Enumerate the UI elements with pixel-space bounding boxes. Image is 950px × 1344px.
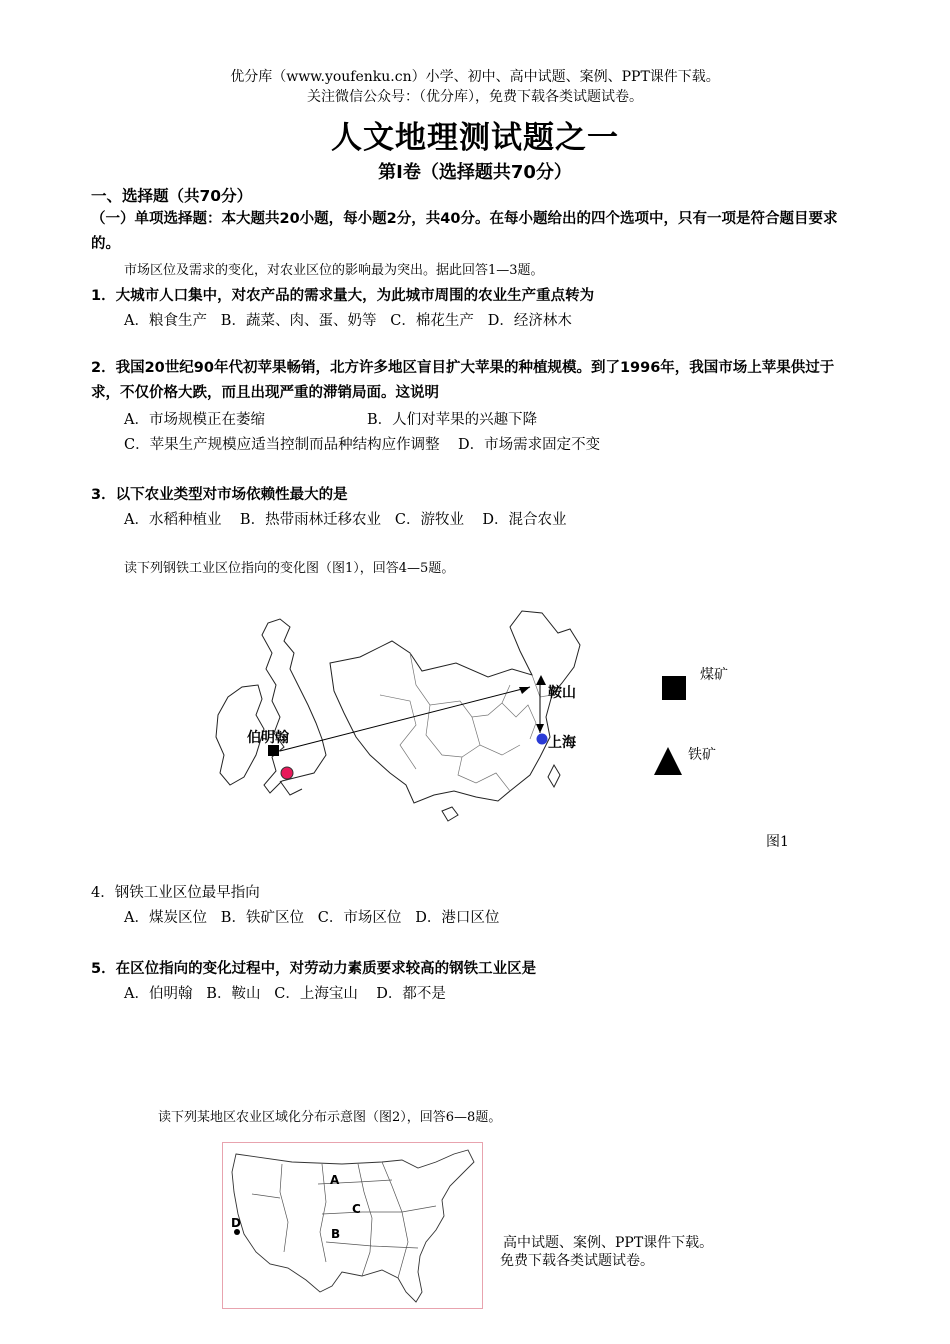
question-2-option-a: A．市场规模正在萎缩 xyxy=(124,412,265,428)
question-1-options: A．粮食生产 B．蔬菜、肉、蛋、奶等 C．棉花生产 D．经济林木 xyxy=(124,313,572,329)
intro-3: 读下列某地区农业区域化分布示意图（图2），回答6—8题。 xyxy=(158,1110,502,1125)
question-3-options: A．水稻种植业 B．热带雨林迁移农业 C．游牧业 D．混合农业 xyxy=(124,512,567,528)
legend-iron-icon xyxy=(654,747,682,775)
question-2-option-b: B．人们对苹果的兴趣下降 xyxy=(367,412,538,428)
legend-coal-icon xyxy=(662,676,686,700)
question-5-stem: 5．在区位指向的变化过程中，对劳动力素质要求较高的钢铁工业区是 xyxy=(91,961,537,977)
region-label-a: A xyxy=(330,1173,340,1187)
region-label-b: B xyxy=(331,1227,341,1241)
section-heading: 一、选择题（共70分） xyxy=(91,187,253,205)
great-britain-outline xyxy=(262,619,326,793)
figure-1-map xyxy=(210,605,810,835)
question-4-stem: 4．钢铁工业区位最早指向 xyxy=(91,885,260,901)
china-outline xyxy=(330,611,580,803)
question-1-stem: 1．大城市人口集中，对农产品的需求量大，为此城市周围的农业生产重点转为 xyxy=(91,288,595,304)
anshan-iron-marker xyxy=(536,675,546,685)
figure-1-caption: 图1 xyxy=(766,834,789,850)
label-birmingham: 伯明翰 xyxy=(247,730,289,746)
page-title: 人文地理测试题之一 xyxy=(331,120,619,156)
header-line-1: 优分库（www.youfenku.cn）小学、初中、高中试题、案例、PPT课件下载。 xyxy=(230,69,720,85)
question-3-stem: 3．以下农业类型对市场依赖性最大的是 xyxy=(91,487,348,503)
question-5-options: A．伯明翰 B．鞍山 C．上海宝山 D．都不是 xyxy=(124,986,446,1002)
shanghai-market-dot xyxy=(537,734,548,745)
question-2-stem: 2．我国20世纪90年代初苹果畅销，北方许多地区盲目扩大苹果的种植规模。到了1996年，我国市场上苹果供过于求，不仅价格大跌，而且出现严重的滞销局面。这说明 xyxy=(91,360,835,401)
label-shanghai: 上海 xyxy=(548,735,576,751)
footer-watermark-line-1: 高中试题、案例、PPT课件下载。 xyxy=(503,1235,714,1251)
figure-2-map xyxy=(222,1142,484,1310)
taiwan-outline xyxy=(548,765,560,787)
intro-1: 市场区位及需求的变化，对农业区位的影响最为突出。据此回答1—3题。 xyxy=(124,263,544,278)
header-line-2: 关注微信公众号：（优分库），免费下载各类试题试卷。 xyxy=(307,89,643,105)
section-instruction: （一）单项选择题：本大题共20小题，每小题2分，共40分。在每小题给出的四个选项中，只有一项是符合题目要求的。 xyxy=(91,211,838,252)
legend-coal-label: 煤矿 xyxy=(700,667,728,683)
intro-2: 读下列钢铁工业区位指向的变化图（图1），回答4—5题。 xyxy=(124,561,455,576)
footer-watermark-line-2: 免费下载各类试题试卷。 xyxy=(500,1253,654,1269)
question-2-options-cd: C．苹果生产规模应适当控制而品种结构应作调整 D．市场需求固定不变 xyxy=(124,437,601,453)
birmingham-market-dot xyxy=(281,767,293,779)
usa-outline xyxy=(232,1150,474,1302)
region-label-d: D xyxy=(231,1216,241,1230)
hainan-outline xyxy=(442,807,458,821)
label-anshan: 鞍山 xyxy=(548,685,576,701)
page-subtitle: 第Ⅰ卷（选择题共70分） xyxy=(378,162,572,183)
region-label-c: C xyxy=(352,1202,361,1216)
question-4-options: A．煤炭区位 B．铁矿区位 C．市场区位 D．港口区位 xyxy=(124,910,500,926)
legend-iron-label: 铁矿 xyxy=(688,747,716,763)
